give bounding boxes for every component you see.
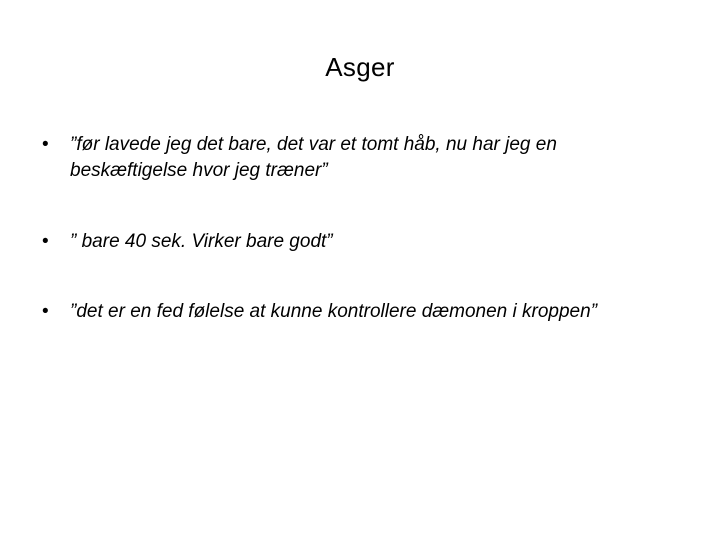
slide-title: Asger (325, 52, 395, 82)
bullet-dot-icon: • (42, 231, 49, 252)
bullet-text: ”det er en fed følelse at kunne kontrollere dæmonen i kroppen” (70, 301, 598, 322)
bullet-dot-icon: • (42, 134, 49, 155)
bullet-text: ” bare 40 sek. Virker bare godt” (70, 231, 333, 252)
bullet-item (36, 299, 686, 325)
bullet-item (36, 132, 686, 184)
bullet-item (36, 229, 686, 255)
bullet-dot-icon: • (42, 301, 49, 322)
bullet-text: ”før lavede jeg det bare, det var et tomt håb, nu har jeg en beskæftigelse hvor jeg træner” (70, 134, 557, 181)
